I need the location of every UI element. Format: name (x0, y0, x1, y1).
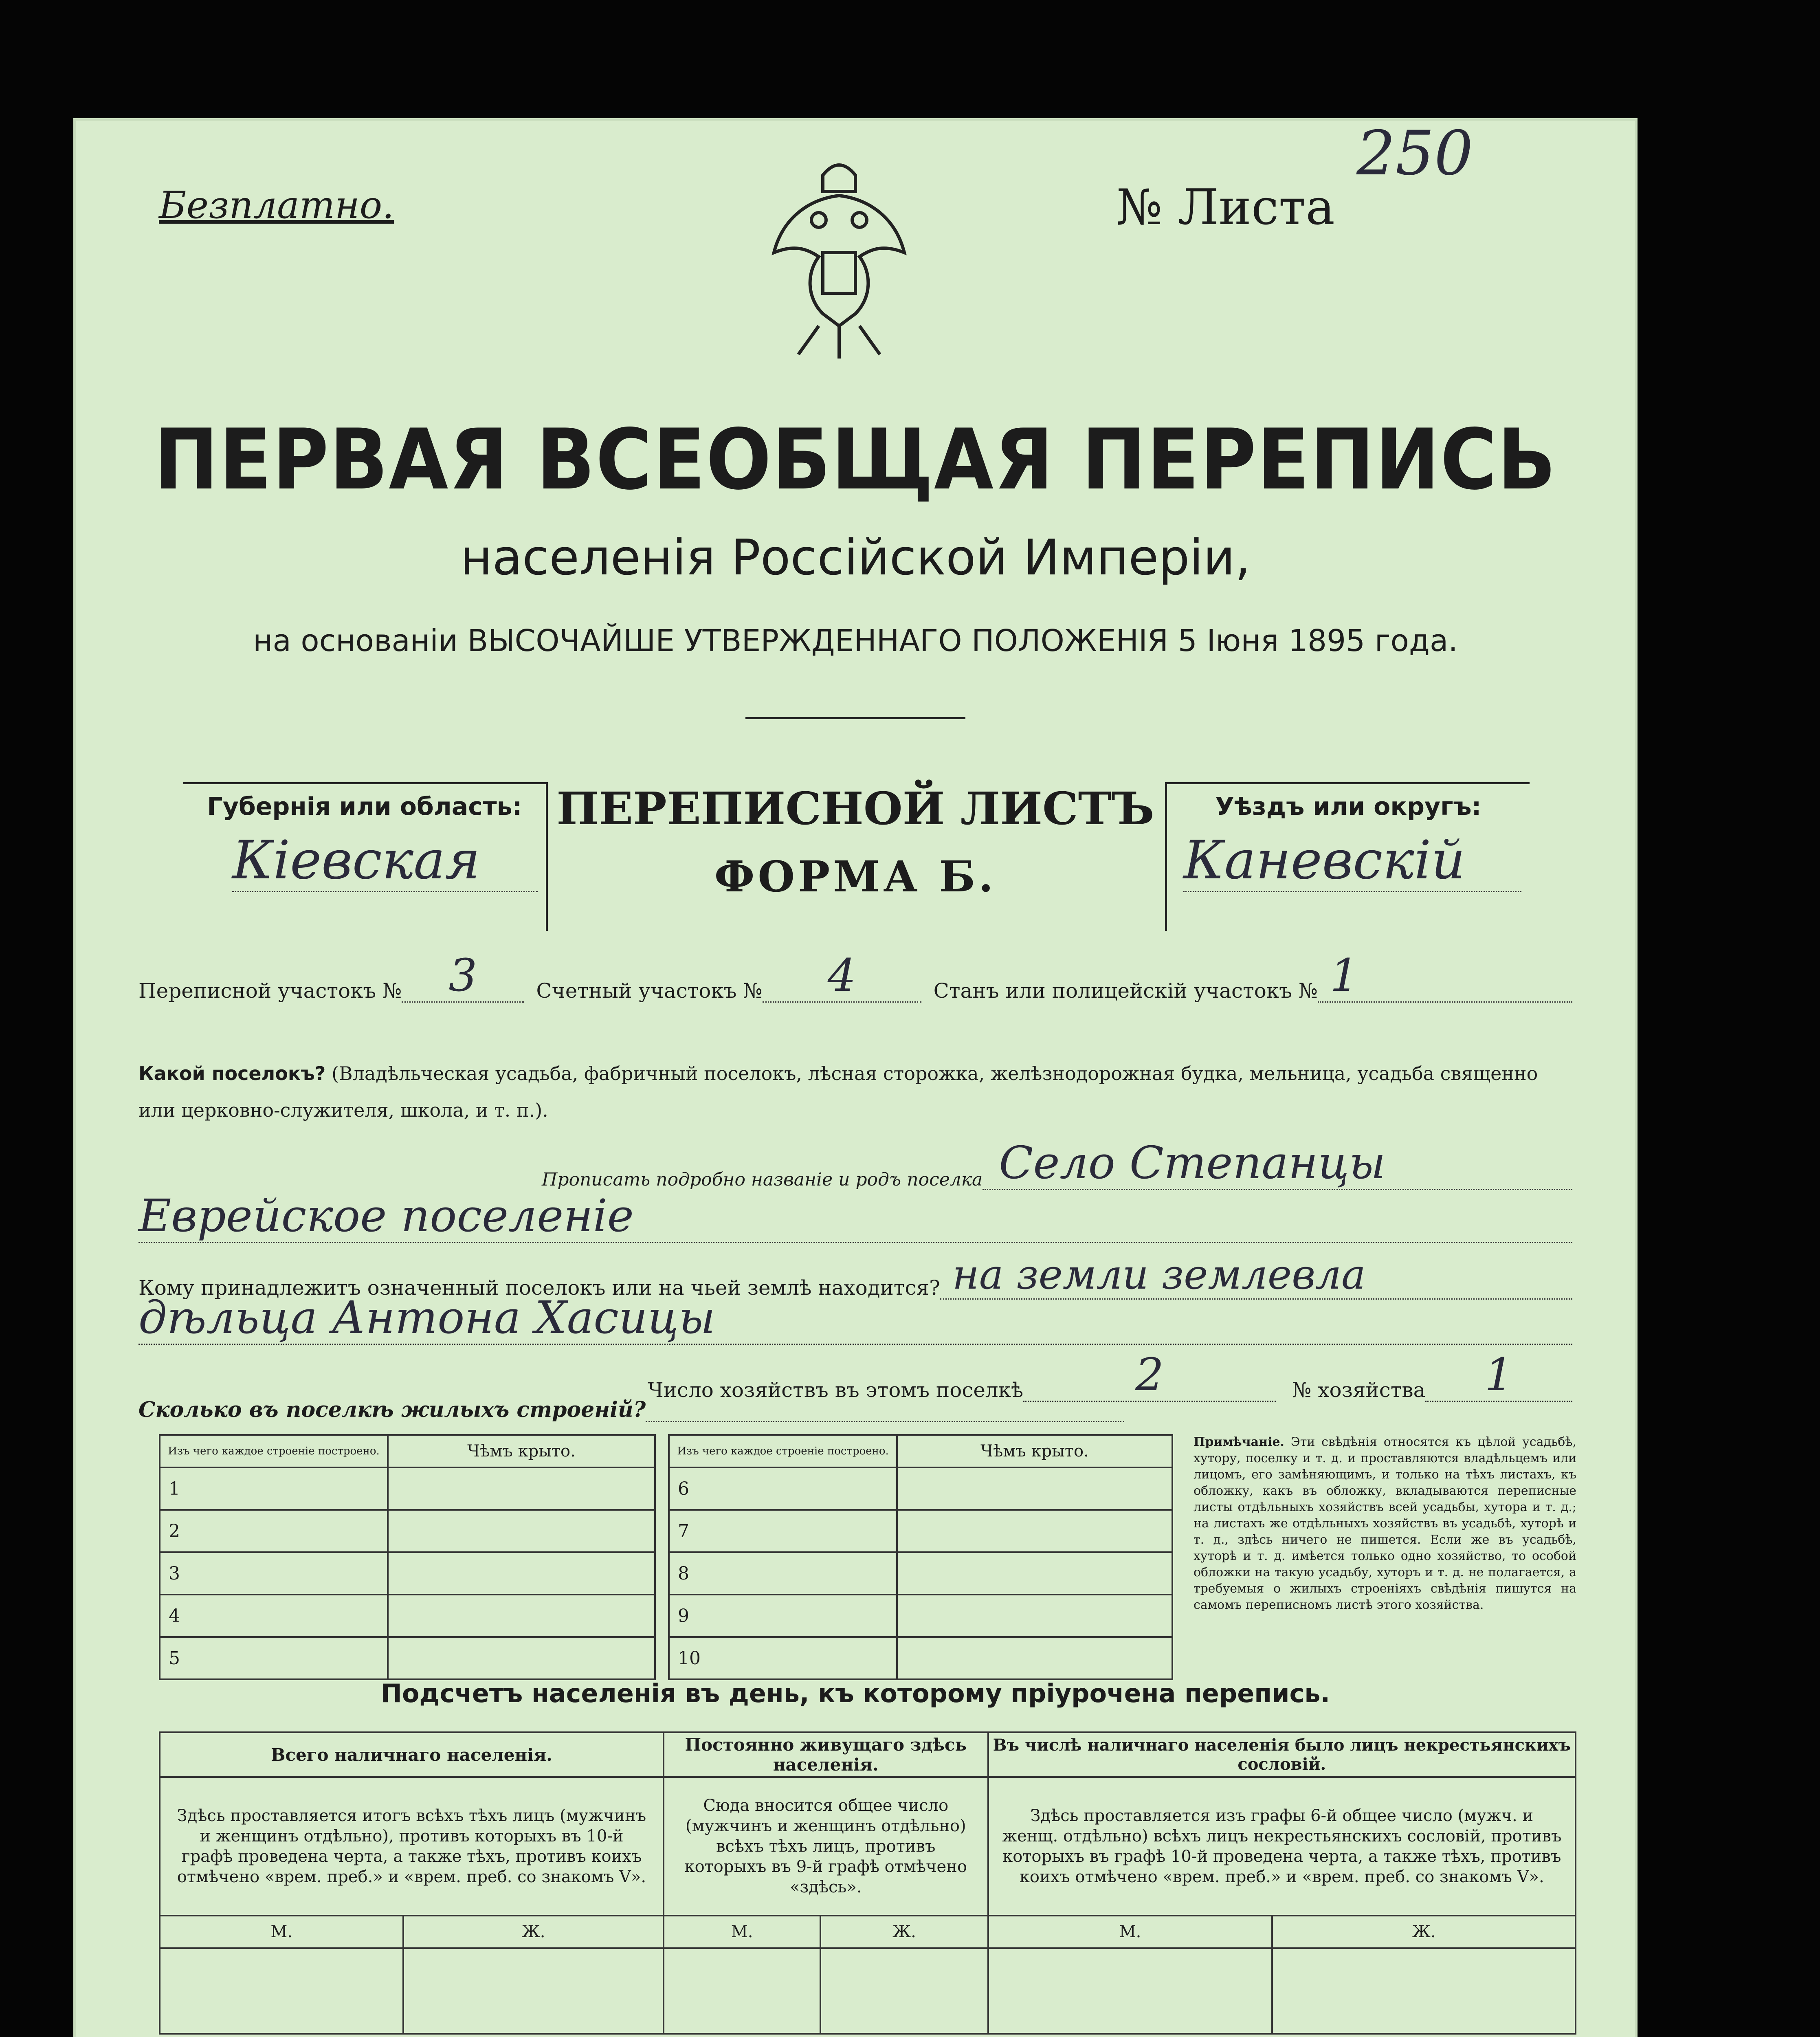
household-no-value: 1 (1425, 1348, 1572, 1402)
f-header: Ж. (1272, 1916, 1576, 1948)
count-district-value: 4 (763, 949, 921, 1003)
building-roof-cell (388, 1552, 655, 1595)
settlement-instruction-line (542, 1137, 1572, 1190)
building-roof-cell (897, 1595, 1172, 1637)
owner-question: Кому принадлежитъ означенный поселокъ или на чьей землѣ находится? (138, 1276, 940, 1300)
form-name: ФОРМА Б. (714, 851, 997, 902)
note-text: Эти свѣдѣнія относятся къ цѣлой усадьбѣ, хутору, поселку и т. д. и проставляются владѣльцемъ или лицомъ, его замѣняющимъ, и только на тѣхъ листахъ, къ обложку, какъ въ обложку, вкладываются переписные листы отдѣльныхъ хозяйствъ всей усадьбы, хутора и т. д.; на листахъ же отдѣльныхъ хозяйствъ въ усадьбѣ, хуторѣ и т. д., здѣсь ничего не пишется. Если же въ усадьбѣ, хуторѣ и т. д. имѣется только одно хозяйство, то особой обложки на такую усадьбу, хуторъ и т. д. не полагается, а требуемыя о жилыхъ строеніяхъ свѣдѣнія пишутся на самомъ переписномъ листѣ этого хозяйства. (1194, 1435, 1576, 1612)
col-material: Изъ чего каждое строеніе построено. (160, 1435, 388, 1467)
building-row-label: 7 (669, 1510, 897, 1552)
buildings-line (138, 1397, 1124, 1422)
free-label: Безплатно. (159, 183, 394, 227)
m-header: М. (988, 1916, 1273, 1948)
count-district-label: Счетный участокъ № (536, 979, 763, 1003)
count-cell (403, 1948, 663, 2034)
stan-label: Станъ или полицейскій участокъ № (933, 979, 1318, 1003)
buildings-table-right (668, 1434, 1173, 1680)
building-roof-cell (897, 1637, 1172, 1679)
note-title: Примѣчаніе. (1194, 1435, 1284, 1449)
building-row-label: 5 (160, 1637, 388, 1679)
building-row-label: 8 (669, 1552, 897, 1595)
census-district-value: 3 (402, 949, 524, 1003)
building-row-label: 6 (669, 1467, 897, 1510)
gubernia-value: Кіевская (232, 829, 538, 892)
household-no-label: № хозяйства (1292, 1378, 1426, 1402)
gubernia-box (183, 782, 548, 931)
uezd-label: Уѣздъ или округъ: (1215, 792, 1481, 821)
col1-text: Здѣсь проставляется итогъ всѣхъ тѣхъ лицъ (мужчинъ и женщинъ отдѣльно), противъ которыхъ въ 10-й графѣ проведена черта, а также тѣхъ, противъ коихъ отмѣчено «врем. преб.» и «врем. преб. со знакомъ V». (160, 1777, 664, 1916)
count-cell (664, 1948, 821, 2034)
buildings-table-left (159, 1434, 656, 1680)
count-cell (160, 1948, 403, 2034)
building-row-label: 2 (160, 1510, 388, 1552)
settlement-hint: (Владѣльческая усадьба, фабричный поселокъ, лѣсная сторожка, желѣзнодорожная будка, мельница, усадьба священно или церковно-служителя, школа, и т. п.). (138, 1062, 1538, 1121)
sheet-number-value: 250 (1356, 118, 1473, 189)
note-block (1194, 1434, 1576, 1613)
population-table (159, 1731, 1576, 2035)
form-title: ПЕРЕПИСНОЙ ЛИСТЪ (556, 782, 1154, 835)
census-sheet (73, 118, 1638, 2037)
building-row-label: 4 (160, 1595, 388, 1637)
census-subtitle: населенія Россійской Имперіи, (460, 530, 1251, 586)
census-basis: на основаніи ВЫСОЧАЙШЕ УТВЕРЖДЕННАГО ПОЛОЖЕНІЯ 5 Іюня 1895 года. (253, 623, 1458, 658)
households-label: Число хозяйствъ въ этомъ поселкѣ (648, 1378, 1024, 1402)
buildings-label: Сколько въ поселкѣ жилыхъ строеній? (138, 1397, 646, 1422)
col-roof: Чѣмъ крыто. (388, 1435, 655, 1467)
settlement-value-2: Еврейское поселеніе (138, 1190, 1572, 1243)
building-roof-cell (388, 1595, 655, 1637)
sheet-number-label: № Листа (1116, 179, 1335, 236)
sheet-number (1116, 118, 1473, 236)
census-district-label: Переписной участокъ № (138, 979, 402, 1003)
count-cell (820, 1948, 988, 2034)
col3-title: Въ числѣ наличнаго населенія было лицъ некрестьянскихъ сословій. (988, 1732, 1576, 1777)
building-row-label: 1 (160, 1467, 388, 1510)
uezd-value: Каневскій (1183, 829, 1521, 892)
settlement-instruction: Прописать подробно названіе и родъ поселка (542, 1169, 983, 1190)
building-roof-cell (388, 1637, 655, 1679)
settlement-question (138, 1055, 1572, 1128)
col-material: Изъ чего каждое строеніе построено. (669, 1435, 897, 1467)
imperial-eagle-emblem (758, 151, 921, 363)
col2-title: Постоянно живущаго здѣсь населенія. (664, 1732, 988, 1777)
building-roof-cell (388, 1510, 655, 1552)
col1-title: Всего наличнаго населенія. (160, 1732, 664, 1777)
col2-text: Сюда вносится общее число (мужчинъ и женщинъ отдѣльно) всѣхъ тѣхъ лицъ, противъ которыхъ въ 9-й графѣ отмѣчено «здѣсь». (664, 1777, 988, 1916)
building-roof-cell (897, 1467, 1172, 1510)
f-header: Ж. (820, 1916, 988, 1948)
building-row-label: 9 (669, 1595, 897, 1637)
building-roof-cell (388, 1467, 655, 1510)
building-row-label: 10 (669, 1637, 897, 1679)
gubernia-label: Губернія или область: (207, 792, 522, 821)
uezd-box (1165, 782, 1530, 931)
f-header: Ж. (403, 1916, 663, 1948)
col-roof: Чѣмъ крыто. (897, 1435, 1172, 1467)
buildings-value-line (646, 1417, 1124, 1422)
count-cell (1272, 1948, 1576, 2034)
settlement-question-label: Какой поселокъ? (138, 1062, 326, 1084)
population-heading: Подсчетъ населенія въ день, къ которому пріурочена перепись. (380, 1678, 1330, 1708)
col3-text: Здѣсь проставляется изъ графы 6-й общее число (мужч. и женщ. отдѣльно) всѣхъ лицъ некрестьянскихъ сословій, противъ которыхъ въ графѣ 10-й проведена черта, а также тѣхъ, противъ коихъ отмѣчено «врем. преб.» и «врем. преб. со знакомъ V». (988, 1777, 1576, 1916)
owner-value-1: на земли землевла (940, 1251, 1572, 1300)
census-title: ПЕРВАЯ ВСЕОБЩАЯ ПЕРЕПИСЬ (154, 411, 1557, 508)
households-line (648, 1348, 1572, 1402)
building-row-label: 3 (160, 1552, 388, 1595)
settlement-value-1: Село Степанцы (983, 1137, 1572, 1190)
count-cell (988, 1948, 1273, 2034)
building-roof-cell (897, 1510, 1172, 1552)
m-header: М. (160, 1916, 403, 1948)
divider (745, 717, 965, 719)
households-value: 2 (1023, 1348, 1276, 1402)
stan-value: 1 (1318, 949, 1572, 1003)
owner-value-2: дѣльца Антона Хасицы (138, 1291, 1572, 1345)
m-header: М. (664, 1916, 821, 1948)
district-line (138, 949, 1572, 1003)
building-roof-cell (897, 1552, 1172, 1595)
